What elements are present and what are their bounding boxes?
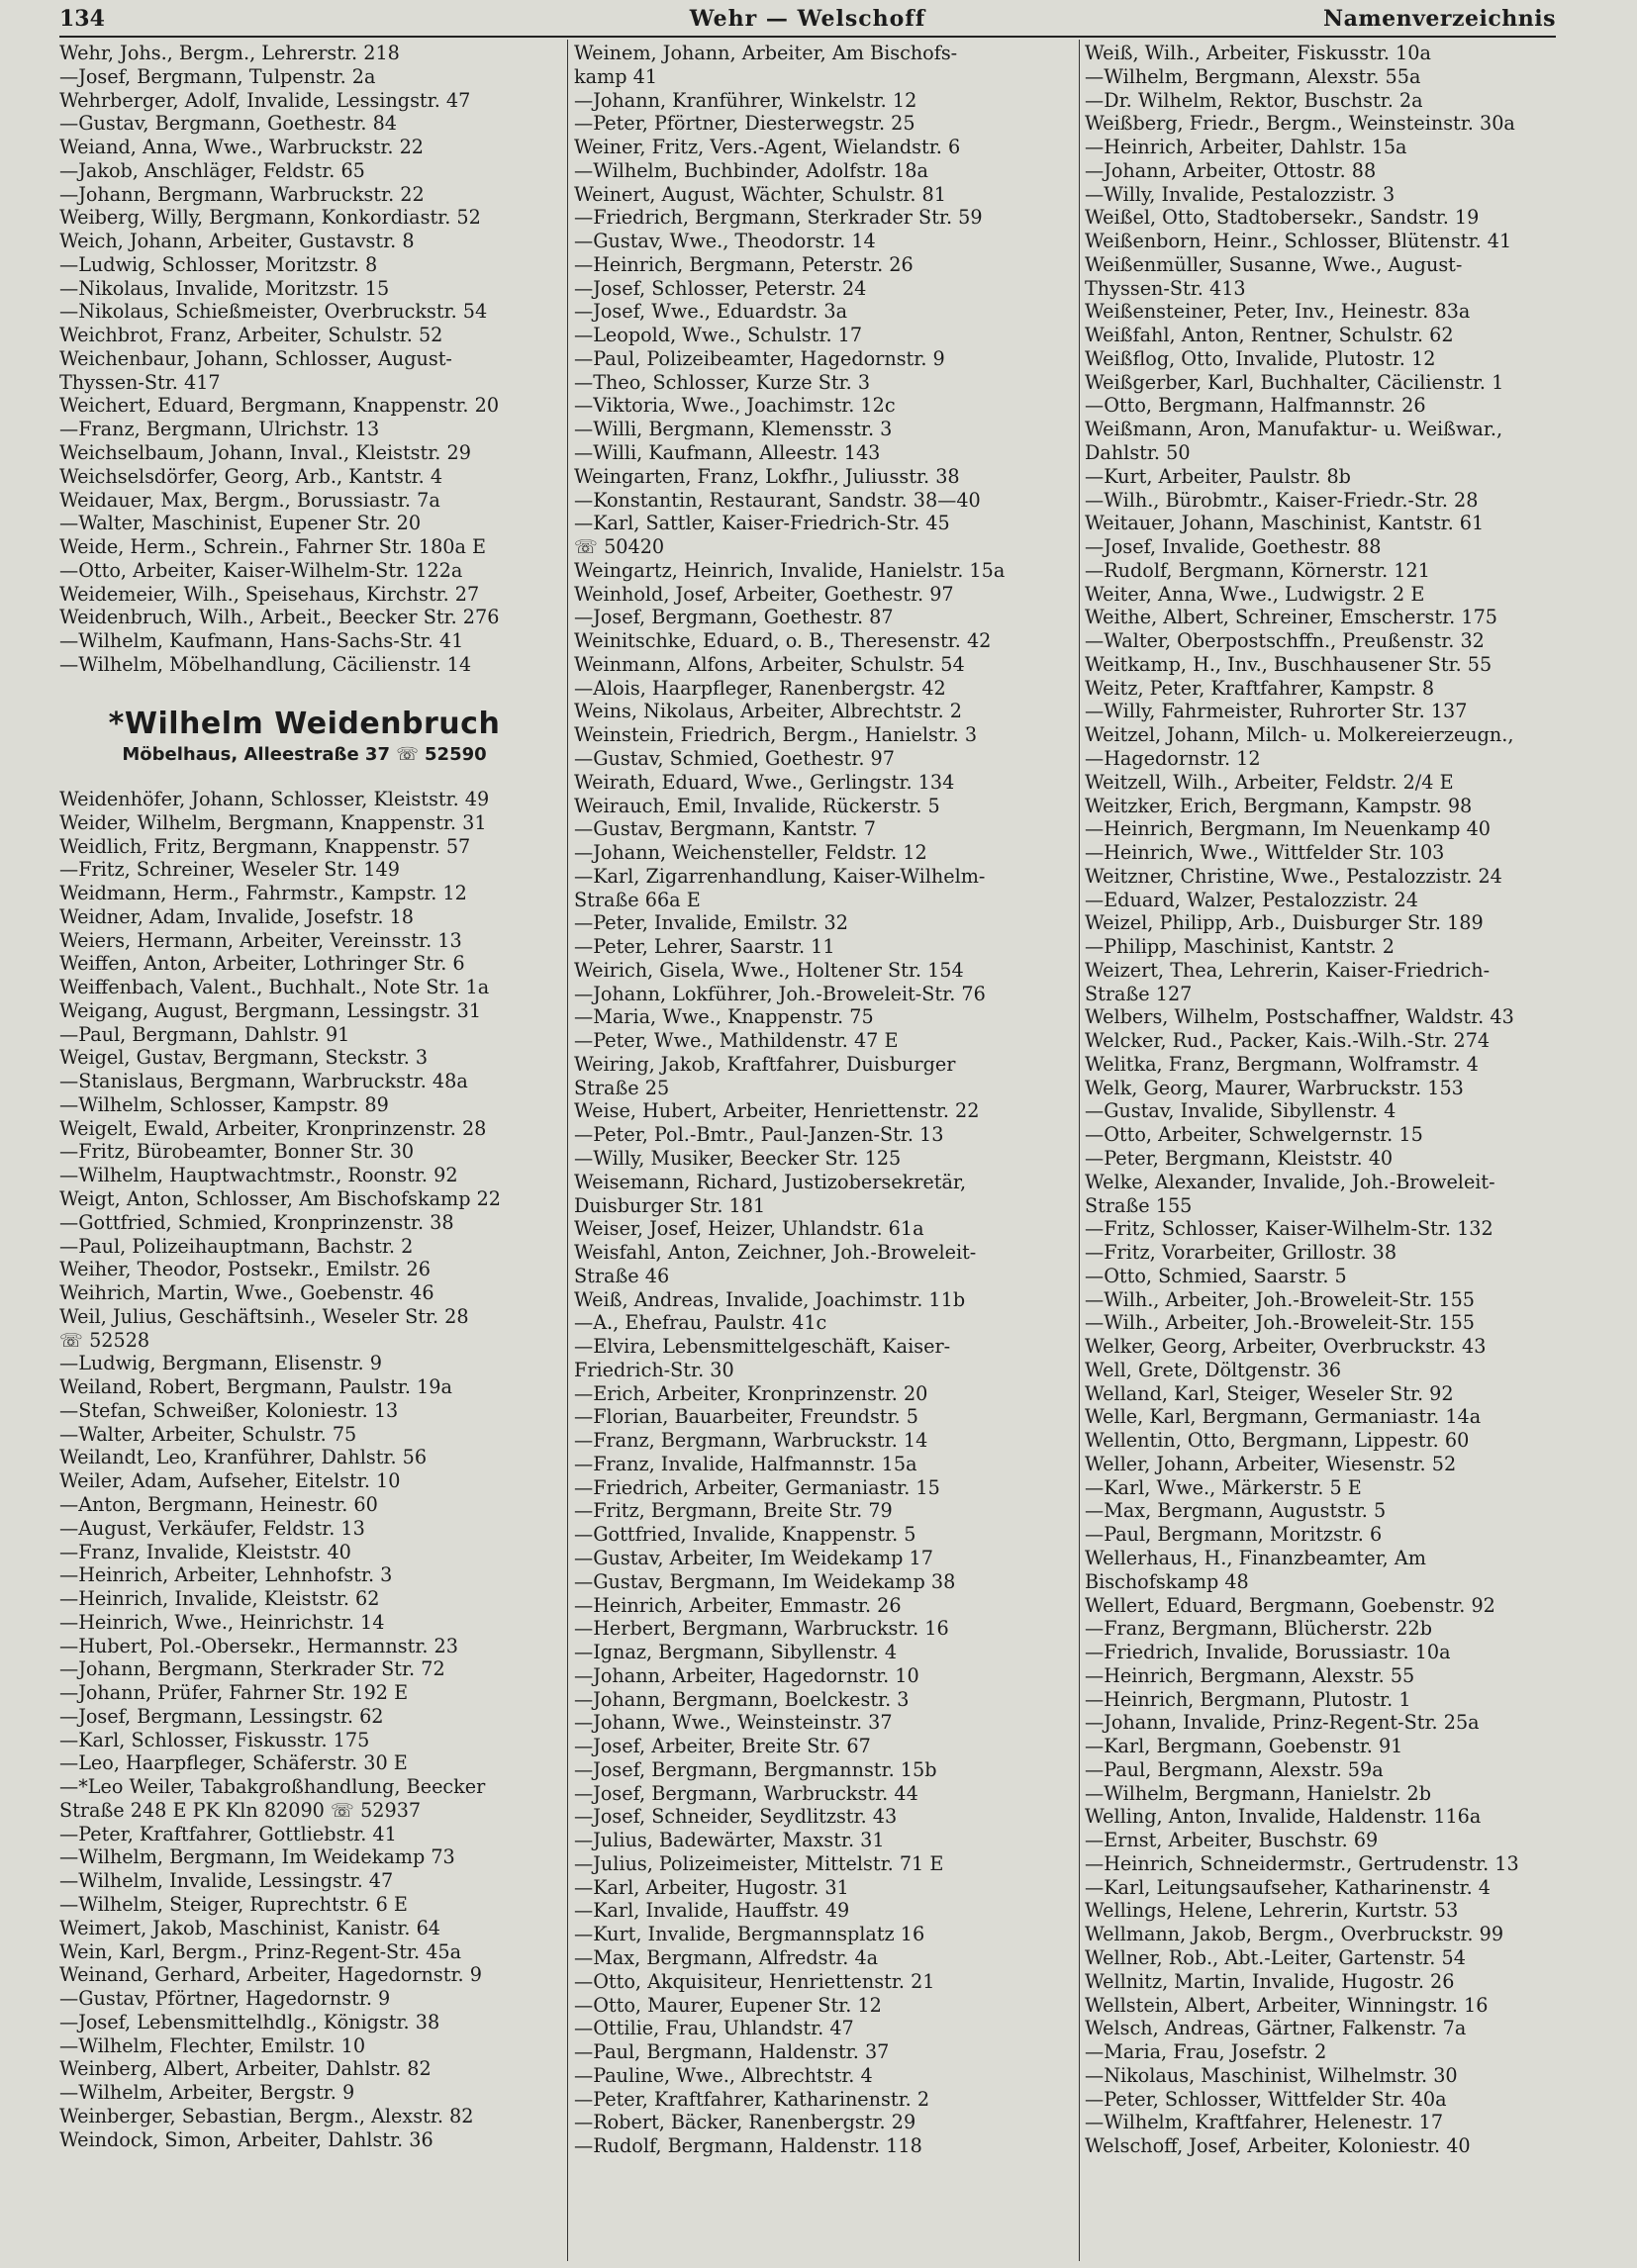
directory-entry: —Florian, Bauarbeiter, Freundstr. 5 bbox=[574, 1405, 918, 1429]
directory-entry: —Johann, Arbeiter, Hagedornstr. 10 bbox=[574, 1663, 919, 1687]
directory-entry: Weisfahl, Anton, Zeichner, Joh.-Broweleit- bbox=[574, 1241, 977, 1265]
directory-entry: —Wilhelm, Flechter, Emilstr. 10 bbox=[59, 2033, 366, 2057]
column-middle bbox=[574, 42, 1064, 2158]
directory-entry: —Paul, Bergmann, Moritzstr. 6 bbox=[1085, 1523, 1383, 1547]
directory-entry: —Karl, Wwe., Märkerstr. 5 E bbox=[1085, 1475, 1362, 1499]
directory-entry: —Nikolaus, Maschinist, Wilhelmstr. 30 bbox=[1085, 2063, 1458, 2087]
directory-entry: —Max, Bergmann, Alfredstr. 4a bbox=[574, 1946, 879, 1970]
directory-entry: Wellstein, Albert, Arbeiter, Winningstr. 16 bbox=[1085, 1993, 1489, 2017]
directory-entry: —Willy, Musiker, Beecker Str. 125 bbox=[574, 1146, 902, 1170]
directory-entry: —Walter, Maschinist, Eupener Str. 20 bbox=[59, 512, 422, 535]
directory-entry: Thyssen-Str. 413 bbox=[1085, 276, 1246, 300]
directory-entry: —Franz, Bergmann, Ulrichstr. 13 bbox=[59, 418, 380, 441]
directory-entry: —Anton, Bergmann, Heinestr. 60 bbox=[59, 1492, 378, 1516]
directory-entry: —Paul, Bergmann, Haldenstr. 37 bbox=[574, 2040, 890, 2064]
directory-entry: —Paul, Polizeihauptmann, Bachstr. 2 bbox=[59, 1234, 414, 1258]
directory-entry: Welcker, Rud., Packer, Kais.-Wilh.-Str. 274 bbox=[1085, 1029, 1491, 1053]
directory-entry: Weiand, Anna, Wwe., Warbruckstr. 22 bbox=[59, 136, 425, 159]
directory-entry: Welk, Georg, Maurer, Warbruckstr. 153 bbox=[1085, 1076, 1464, 1099]
directory-entry: Weiffen, Anton, Arbeiter, Lothringer Str. 6 bbox=[59, 952, 465, 976]
directory-entry: Weiß, Wilh., Arbeiter, Fiskusstr. 10a bbox=[1085, 42, 1431, 64]
directory-entry: Wellnitz, Martin, Invalide, Hugostr. 26 bbox=[1085, 1969, 1455, 1993]
advertisement-address: Möbelhaus, Alleestraße 37 ☏ 52590 bbox=[122, 744, 487, 765]
directory-entry: Weitkamp, H., Inv., Buschhausener Str. 55 bbox=[1085, 652, 1493, 676]
directory-entry: Weinhold, Josef, Arbeiter, Goethestr. 97 bbox=[574, 582, 954, 606]
directory-entry: —Johann, Bergmann, Boelckestr. 3 bbox=[574, 1687, 910, 1711]
directory-entry: —Gustav, Bergmann, Im Weidekamp 38 bbox=[574, 1569, 956, 1593]
directory-entry: —Peter, Lehrer, Saarstr. 11 bbox=[574, 935, 835, 959]
directory-entry: —Gustav, Pförtner, Hagedornstr. 9 bbox=[59, 1987, 391, 2011]
directory-entry: Welke, Alexander, Invalide, Joh.-Broweleit- bbox=[1085, 1170, 1495, 1193]
directory-entry: —Johann, Bergmann, Warbruckstr. 22 bbox=[59, 182, 425, 206]
directory-entry: Weirath, Eduard, Wwe., Gerlingstr. 134 bbox=[574, 770, 955, 794]
directory-entry: —Friedrich, Arbeiter, Germaniastr. 15 bbox=[574, 1475, 940, 1499]
directory-entry: —Peter, Bergmann, Kleiststr. 40 bbox=[1085, 1146, 1394, 1170]
directory-entry: —Theo, Schlosser, Kurze Str. 3 bbox=[574, 370, 871, 394]
directory-entry: —Johann, Invalide, Prinz-Regent-Str. 25a bbox=[1085, 1711, 1480, 1735]
directory-entry: Weinert, August, Wächter, Schulstr. 81 bbox=[574, 182, 946, 206]
directory-entry: —Kurt, Invalide, Bergmannsplatz 16 bbox=[574, 1923, 925, 1946]
directory-entry: —Josef, Bergmann, Lessingstr. 62 bbox=[59, 1704, 384, 1728]
directory-entry: —Otto, Bergmann, Halfmannstr. 26 bbox=[1085, 394, 1426, 418]
directory-entry: —Wilh., Arbeiter, Joh.-Broweleit-Str. 155 bbox=[1085, 1311, 1475, 1335]
directory-entry: Well, Grete, Döltgenstr. 36 bbox=[1085, 1358, 1342, 1381]
column-right bbox=[1085, 42, 1560, 2158]
directory-entry: —Ludwig, Bergmann, Elisenstr. 9 bbox=[59, 1352, 382, 1375]
directory-entry: —Johann, Kranführer, Winkelstr. 12 bbox=[574, 88, 917, 112]
directory-entry: —Johann, Weichensteller, Feldstr. 12 bbox=[574, 841, 927, 865]
directory-entry: Straße 248 E PK Kln 82090 ☏ 52937 bbox=[59, 1798, 422, 1822]
directory-entry: —Gustav, Schmied, Goethestr. 97 bbox=[574, 746, 895, 770]
directory-entry: —Paul, Polizeibeamter, Hagedornstr. 9 bbox=[574, 346, 945, 370]
directory-entry: —Heinrich, Arbeiter, Dahlstr. 15a bbox=[1085, 136, 1407, 159]
directory-entry: —Wilhelm, Bergmann, Hanielstr. 2b bbox=[1085, 1781, 1432, 1805]
directory-entry: —Gustav, Invalide, Sibyllenstr. 4 bbox=[1085, 1099, 1396, 1123]
directory-entry: —Viktoria, Wwe., Joachimstr. 12c bbox=[574, 394, 896, 418]
directory-entry: Weißflog, Otto, Invalide, Plutostr. 12 bbox=[1085, 346, 1436, 370]
directory-entry: —Hagedornstr. 12 bbox=[1085, 746, 1261, 770]
directory-entry: —Stanislaus, Bergmann, Warbruckstr. 48a bbox=[59, 1070, 468, 1093]
directory-entry: Thyssen-Str. 417 bbox=[59, 370, 221, 394]
directory-entry: Weißensteiner, Peter, Inv., Heinestr. 83a bbox=[1085, 300, 1471, 324]
directory-entry: —Willi, Bergmann, Klemensstr. 3 bbox=[574, 418, 893, 441]
directory-entry: —Konstantin, Restaurant, Sandstr. 38—40 bbox=[574, 488, 981, 512]
directory-entry: Weithe, Albert, Schreiner, Emscherstr. 175 bbox=[1085, 606, 1497, 629]
directory-entry: Welbers, Wilhelm, Postschaffner, Waldstr. 43 bbox=[1085, 1005, 1514, 1029]
directory-entry: Weißberg, Friedr., Bergm., Weinsteinstr. 30a bbox=[1085, 112, 1515, 136]
directory-entry: Weider, Wilhelm, Bergmann, Knappenstr. 31 bbox=[59, 810, 487, 834]
directory-entry: —Franz, Bergmann, Blücherstr. 22b bbox=[1085, 1617, 1432, 1641]
directory-entry: Wellings, Helene, Lehrerin, Kurtstr. 53 bbox=[1085, 1899, 1459, 1923]
directory-entry: —Wilhelm, Arbeiter, Bergstr. 9 bbox=[59, 2081, 355, 2105]
directory-entry: Weiring, Jakob, Kraftfahrer, Duisburger bbox=[574, 1052, 956, 1076]
directory-entry: Welsch, Andreas, Gärtner, Falkenstr. 7a bbox=[1085, 2017, 1467, 2040]
directory-entry: —Paul, Bergmann, Dahlstr. 91 bbox=[59, 1022, 350, 1046]
directory-entry: Weitzker, Erich, Bergmann, Kampstr. 98 bbox=[1085, 794, 1473, 817]
column-divider-right bbox=[1079, 40, 1080, 2261]
directory-entry: —Herbert, Bergmann, Warbruckstr. 16 bbox=[574, 1617, 949, 1641]
directory-entry: Weigelt, Ewald, Arbeiter, Kronprinzenstr. 28 bbox=[59, 1116, 487, 1140]
directory-entry: Weidauer, Max, Bergm., Borussiastr. 7a bbox=[59, 488, 440, 512]
directory-entry: Weinand, Gerhard, Arbeiter, Hagedornstr. 9 bbox=[59, 1963, 482, 1987]
directory-entry: Weiß, Andreas, Invalide, Joachimstr. 11b bbox=[574, 1287, 966, 1311]
directory-entry: —Heinrich, Arbeiter, Emmastr. 26 bbox=[574, 1593, 902, 1617]
directory-entry: Weinberg, Albert, Arbeiter, Dahlstr. 82 bbox=[59, 2057, 432, 2081]
directory-entry: Weinstein, Friedrich, Bergm., Hanielstr. 3 bbox=[574, 723, 978, 747]
directory-entry: —Ludwig, Schlosser, Moritzstr. 8 bbox=[59, 252, 378, 276]
directory-entry: —Peter, Wwe., Mathildenstr. 47 E bbox=[574, 1029, 899, 1053]
directory-entry: Straße 25 bbox=[574, 1076, 670, 1099]
directory-entry: Wellmann, Jakob, Bergm., Overbruckstr. 99 bbox=[1085, 1923, 1504, 1946]
directory-entry: —Kurt, Arbeiter, Paulstr. 8b bbox=[1085, 464, 1351, 488]
directory-entry: Weirich, Gisela, Wwe., Holtener Str. 154 bbox=[574, 958, 964, 982]
directory-entry: —Fritz, Bergmann, Breite Str. 79 bbox=[574, 1499, 893, 1523]
directory-entry: —Dr. Wilhelm, Rektor, Buschstr. 2a bbox=[1085, 88, 1423, 112]
directory-entry: —Peter, Pförtner, Diesterwegstr. 25 bbox=[574, 112, 915, 136]
directory-entry: —Gustav, Bergmann, Kantstr. 7 bbox=[574, 817, 876, 841]
directory-entry: Weidlich, Fritz, Bergmann, Knappenstr. 57 bbox=[59, 834, 471, 858]
directory-entry: —Rudolf, Bergmann, Körnerstr. 121 bbox=[1085, 558, 1430, 582]
directory-entry: Weidemeier, Wilh., Speisehaus, Kirchstr. 27 bbox=[59, 582, 480, 606]
directory-entry: —Gustav, Bergmann, Goethestr. 84 bbox=[59, 112, 397, 136]
directory-entry: —Nikolaus, Schießmeister, Overbruckstr. 54 bbox=[59, 300, 488, 324]
directory-entry: Weil, Julius, Geschäftsinh., Weseler Str. 28 bbox=[59, 1304, 469, 1328]
directory-entry: ☏ 50420 bbox=[574, 535, 665, 559]
directory-entry: —Willy, Fahrmeister, Ruhrorter Str. 137 bbox=[1085, 700, 1468, 723]
directory-entry: —Julius, Badewärter, Maxstr. 31 bbox=[574, 1829, 885, 1852]
directory-entry: —Stefan, Schweißer, Koloniestr. 13 bbox=[59, 1398, 399, 1422]
directory-entry: —Johann, Prüfer, Fahrner Str. 192 E bbox=[59, 1681, 409, 1705]
directory-entry: Straße 66a E bbox=[574, 888, 701, 911]
column-left-bottom bbox=[59, 788, 549, 2151]
directory-entry: Weinem, Johann, Arbeiter, Am Bischofs- bbox=[574, 42, 958, 64]
directory-entry: Weichselbaum, Johann, Inval., Kleiststr. 29 bbox=[59, 441, 471, 465]
directory-entry: Weißgerber, Karl, Buchhalter, Cäcilienstr. 1 bbox=[1085, 370, 1504, 394]
directory-entry: Weidmann, Herm., Fahrmstr., Kampstr. 12 bbox=[59, 882, 467, 905]
directory-entry: —Paul, Bergmann, Alexstr. 59a bbox=[1085, 1757, 1384, 1781]
directory-entry: Weißenmüller, Susanne, Wwe., August- bbox=[1085, 252, 1463, 276]
directory-entry: —Heinrich, Invalide, Kleiststr. 62 bbox=[59, 1587, 380, 1611]
directory-entry: —Wilhelm, Bergmann, Im Weidekamp 73 bbox=[59, 1845, 455, 1869]
directory-entry: Weiner, Fritz, Vers.-Agent, Wielandstr. 6 bbox=[574, 136, 961, 159]
directory-entry: Wellentin, Otto, Bergmann, Lippestr. 60 bbox=[1085, 1429, 1470, 1453]
directory-entry: Wehr, Johs., Bergm., Lehrerstr. 218 bbox=[59, 42, 400, 64]
directory-entry: —Ottilie, Frau, Uhlandstr. 47 bbox=[574, 2017, 854, 2040]
directory-entry: ☏ 52528 bbox=[59, 1328, 150, 1352]
directory-entry: Weisemann, Richard, Justizobersekretär, bbox=[574, 1170, 967, 1193]
directory-entry: —Leopold, Wwe., Schulstr. 17 bbox=[574, 324, 863, 347]
directory-entry: —Fritz, Schreiner, Weseler Str. 149 bbox=[59, 858, 400, 882]
directory-entry: —Max, Bergmann, Auguststr. 5 bbox=[1085, 1499, 1387, 1523]
directory-entry: —Franz, Invalide, Halfmannstr. 15a bbox=[574, 1452, 917, 1475]
directory-entry: Weise, Hubert, Arbeiter, Henriettenstr. 22 bbox=[574, 1099, 980, 1123]
directory-entry: —August, Verkäufer, Feldstr. 13 bbox=[59, 1516, 365, 1540]
directory-entry: Weitauer, Johann, Maschinist, Kantstr. 61 bbox=[1085, 512, 1485, 535]
directory-entry: —Josef, Bergmann, Goethestr. 87 bbox=[574, 606, 894, 629]
directory-entry: —Eduard, Walzer, Pestalozzistr. 24 bbox=[1085, 888, 1418, 911]
header-rule bbox=[59, 36, 1556, 38]
directory-entry: —Johann, Wwe., Weinsteinstr. 37 bbox=[574, 1711, 893, 1735]
directory-entry: —Philipp, Maschinist, Kantstr. 2 bbox=[1085, 935, 1395, 959]
directory-entry: Dahlstr. 50 bbox=[1085, 441, 1191, 465]
directory-entry: —Maria, Frau, Josefstr. 2 bbox=[1085, 2040, 1327, 2064]
directory-entry: Weiffenbach, Valent., Buchhalt., Note Str. 1a bbox=[59, 976, 490, 999]
directory-entry: Weigang, August, Bergmann, Lessingstr. 31 bbox=[59, 998, 482, 1022]
directory-entry: Weiers, Hermann, Arbeiter, Vereinsstr. 13 bbox=[59, 928, 462, 952]
directory-entry: —*Leo Weiler, Tabakgroßhandlung, Beecker bbox=[59, 1775, 486, 1799]
directory-entry: Friedrich-Str. 30 bbox=[574, 1358, 734, 1381]
directory-entry: Weichert, Eduard, Bergmann, Knappenstr. 20 bbox=[59, 394, 500, 418]
directory-entry: Weidner, Adam, Invalide, Josefstr. 18 bbox=[59, 904, 414, 928]
directory-entry: —Gustav, Arbeiter, Im Weidekamp 17 bbox=[574, 1547, 933, 1569]
directory-entry: —Johann, Bergmann, Sterkrader Str. 72 bbox=[59, 1657, 445, 1681]
directory-entry: Weilandt, Leo, Kranführer, Dahlstr. 56 bbox=[59, 1446, 428, 1469]
directory-entry: —Josef, Bergmann, Tulpenstr. 2a bbox=[59, 64, 376, 88]
directory-entry: Weiser, Josef, Heizer, Uhlandstr. 61a bbox=[574, 1217, 924, 1241]
directory-entry: —Walter, Oberpostschffn., Preußenstr. 32 bbox=[1085, 629, 1485, 653]
directory-entry: —Josef, Invalide, Goethestr. 88 bbox=[1085, 535, 1382, 559]
directory-entry: —Pauline, Wwe., Albrechtstr. 4 bbox=[574, 2063, 873, 2087]
directory-entry: —Wilhelm, Hauptwachtmstr., Roonstr. 92 bbox=[59, 1164, 458, 1187]
directory-entry: —Heinrich, Bergmann, Plutostr. 1 bbox=[1085, 1687, 1411, 1711]
directory-entry: Weihrich, Martin, Wwe., Goebenstr. 46 bbox=[59, 1281, 434, 1305]
directory-entry: Wellner, Rob., Abt.-Leiter, Gartenstr. 54 bbox=[1085, 1946, 1466, 1970]
directory-entry: —Peter, Invalide, Emilstr. 32 bbox=[574, 911, 848, 935]
directory-entry: —Karl, Sattler, Kaiser-Friedrich-Str. 45 bbox=[574, 512, 950, 535]
directory-entry: Weindock, Simon, Arbeiter, Dahlstr. 36 bbox=[59, 2127, 433, 2151]
page-number: 134 bbox=[59, 6, 105, 32]
directory-entry: Weichselsdörfer, Georg, Arb., Kantstr. 4 bbox=[59, 464, 443, 488]
directory-entry: —Otto, Arbeiter, Schwelgernstr. 15 bbox=[1085, 1123, 1423, 1147]
directory-entry: —Ignaz, Bergmann, Sibyllenstr. 4 bbox=[574, 1641, 898, 1664]
directory-entry: Weiher, Theodor, Postsekr., Emilstr. 26 bbox=[59, 1258, 431, 1281]
page-header bbox=[59, 4, 1556, 34]
directory-entry: Weichbrot, Franz, Arbeiter, Schulstr. 52 bbox=[59, 324, 443, 347]
directory-entry: Weizert, Thea, Lehrerin, Kaiser-Friedrich- bbox=[1085, 958, 1491, 982]
directory-entry: Weigel, Gustav, Bergmann, Steckstr. 3 bbox=[59, 1046, 429, 1070]
directory-entry: —Elvira, Lebensmittelgeschäft, Kaiser- bbox=[574, 1335, 951, 1359]
directory-entry: —Peter, Kraftfahrer, Katharinenstr. 2 bbox=[574, 2087, 930, 2111]
directory-entry: —Josef, Schneider, Seydlitzstr. 43 bbox=[574, 1805, 898, 1829]
directory-entry: —Otto, Schmied, Saarstr. 5 bbox=[1085, 1264, 1347, 1287]
directory-entry: —Fritz, Vorarbeiter, Grillostr. 38 bbox=[1085, 1241, 1397, 1265]
directory-entry: —Gottfried, Invalide, Knappenstr. 5 bbox=[574, 1523, 916, 1547]
directory-entry: —Nikolaus, Invalide, Moritzstr. 15 bbox=[59, 276, 390, 300]
directory-entry: Weimert, Jakob, Maschinist, Kanistr. 64 bbox=[59, 1916, 440, 1939]
directory-entry: Weitzell, Wilh., Arbeiter, Feldstr. 2/4 E bbox=[1085, 770, 1454, 794]
directory-entry: Weich, Johann, Arbeiter, Gustavstr. 8 bbox=[59, 230, 415, 253]
advertisement-name: *Wilhelm Weidenbruch bbox=[108, 707, 501, 741]
directory-entry: —Heinrich, Bergmann, Peterstr. 26 bbox=[574, 252, 914, 276]
directory-entry: Weidenhöfer, Johann, Schlosser, Kleiststr. 49 bbox=[59, 788, 490, 810]
directory-entry: Duisburger Str. 181 bbox=[574, 1193, 766, 1217]
directory-entry: —Wilhelm, Buchbinder, Adolfstr. 18a bbox=[574, 158, 928, 182]
directory-entry: Weigt, Anton, Schlosser, Am Bischofskamp 22 bbox=[59, 1187, 502, 1211]
directory-entry: —Robert, Bäcker, Ranenbergstr. 29 bbox=[574, 2111, 916, 2134]
directory-entry: —Maria, Wwe., Knappenstr. 75 bbox=[574, 1005, 874, 1029]
directory-entry: Weitzel, Johann, Milch- u. Molkereierzeugn., bbox=[1085, 723, 1514, 747]
directory-entry: —Wilhelm, Kaufmann, Hans-Sachs-Str. 41 bbox=[59, 629, 464, 653]
directory-entry: —Peter, Kraftfahrer, Gottliebstr. 41 bbox=[59, 1822, 397, 1845]
directory-entry: Weinitschke, Eduard, o. B., Theresenstr. 42 bbox=[574, 629, 992, 653]
directory-entry: Weichenbaur, Johann, Schlosser, August- bbox=[59, 346, 452, 370]
directory-entry: —Fritz, Bürobeamter, Bonner Str. 30 bbox=[59, 1140, 415, 1164]
directory-entry: —Willy, Invalide, Pestalozzistr. 3 bbox=[1085, 182, 1396, 206]
directory-entry: Weller, Johann, Arbeiter, Wiesenstr. 52 bbox=[1085, 1452, 1457, 1475]
directory-entry: Weißfahl, Anton, Rentner, Schulstr. 62 bbox=[1085, 324, 1454, 347]
directory-entry: —Heinrich, Schneidermstr., Gertrudenstr. 13 bbox=[1085, 1851, 1519, 1875]
directory-entry: Welker, Georg, Arbeiter, Overbruckstr. 43 bbox=[1085, 1335, 1487, 1359]
directory-entry: —Peter, Schlosser, Wittfelder Str. 40a bbox=[1085, 2087, 1447, 2111]
directory-entry: Wellert, Eduard, Bergmann, Goebenstr. 92 bbox=[1085, 1593, 1495, 1617]
directory-entry: —Heinrich, Wwe., Heinrichstr. 14 bbox=[59, 1610, 385, 1634]
directory-entry: Welschoff, Josef, Arbeiter, Koloniestr. 40 bbox=[1085, 2134, 1471, 2158]
directory-entry: Weiter, Anna, Wwe., Ludwigstr. 2 E bbox=[1085, 582, 1425, 606]
directory-entry: —Wilhelm, Bergmann, Alexstr. 55a bbox=[1085, 64, 1421, 88]
directory-entry: Bischofskamp 48 bbox=[1085, 1569, 1249, 1593]
directory-entry: Straße 127 bbox=[1085, 982, 1193, 1005]
directory-entry: Weinmann, Alfons, Arbeiter, Schulstr. 54 bbox=[574, 652, 965, 676]
directory-entry: —Walter, Arbeiter, Schulstr. 75 bbox=[59, 1422, 357, 1446]
directory-entry: Weiberg, Willy, Bergmann, Konkordiastr. 52 bbox=[59, 206, 481, 230]
directory-entry: —Wilhelm, Kraftfahrer, Helenestr. 17 bbox=[1085, 2111, 1444, 2134]
directory-entry: —Wilhelm, Schlosser, Kampstr. 89 bbox=[59, 1092, 389, 1116]
directory-entry: —Rudolf, Bergmann, Haldenstr. 118 bbox=[574, 2134, 922, 2158]
directory-entry: —Julius, Polizeimeister, Mittelstr. 71 E bbox=[574, 1851, 944, 1875]
directory-entry: —Heinrich, Wwe., Wittfelder Str. 103 bbox=[1085, 841, 1445, 865]
directory-entry: —Karl, Arbeiter, Hugostr. 31 bbox=[574, 1875, 849, 1899]
directory-entry: —Franz, Invalide, Kleiststr. 40 bbox=[59, 1540, 351, 1563]
directory-entry: —Friedrich, Invalide, Borussiastr. 10a bbox=[1085, 1641, 1451, 1664]
directory-entry: —Gottfried, Schmied, Kronprinzenstr. 38 bbox=[59, 1210, 454, 1234]
directory-entry: —Karl, Invalide, Hauffstr. 49 bbox=[574, 1899, 850, 1923]
advertisement-box bbox=[59, 706, 549, 785]
directory-entry: —Johann, Lokführer, Joh.-Broweleit-Str. 76 bbox=[574, 982, 986, 1005]
directory-entry: —Franz, Bergmann, Warbruckstr. 14 bbox=[574, 1429, 928, 1453]
directory-entry: Weinberger, Sebastian, Bergm., Alexstr. 82 bbox=[59, 2104, 474, 2127]
directory-entry: Wehrberger, Adolf, Invalide, Lessingstr. 47 bbox=[59, 88, 471, 112]
directory-entry: —Josef, Bergmann, Bergmannstr. 15b bbox=[574, 1757, 937, 1781]
directory-entry: Straße 155 bbox=[1085, 1193, 1193, 1217]
directory-entry: —Gustav, Wwe., Theodorstr. 14 bbox=[574, 230, 876, 253]
directory-entry: —Karl, Zigarrenhandlung, Kaiser-Wilhelm- bbox=[574, 864, 986, 888]
directory-entry: Weißmann, Aron, Manufaktur- u. Weißwar., bbox=[1085, 418, 1503, 441]
directory-entry: Weizel, Philipp, Arb., Duisburger Str. 189 bbox=[1085, 911, 1484, 935]
directory-entry: —Karl, Leitungsaufseher, Katharinenstr. 4 bbox=[1085, 1875, 1492, 1899]
directory-entry: —Otto, Maurer, Eupener Str. 12 bbox=[574, 1993, 882, 2017]
directory-entry: Weiler, Adam, Aufseher, Eitelstr. 10 bbox=[59, 1469, 401, 1493]
directory-entry: Weirauch, Emil, Invalide, Rückerstr. 5 bbox=[574, 794, 940, 817]
directory-entry: Weingarten, Franz, Lokfhr., Juliusstr. 38 bbox=[574, 464, 960, 488]
column-divider-left bbox=[567, 40, 568, 2261]
directory-entry: —Peter, Pol.-Bmtr., Paul-Janzen-Str. 13 bbox=[574, 1123, 944, 1147]
directory-entry: —Willi, Kaufmann, Alleestr. 143 bbox=[574, 441, 881, 465]
directory-entry: Weißenborn, Heinr., Schlosser, Blütenstr. 41 bbox=[1085, 230, 1512, 253]
directory-entry: —Fritz, Schlosser, Kaiser-Wilhelm-Str. 132 bbox=[1085, 1217, 1493, 1241]
directory-entry: Welling, Anton, Invalide, Haldenstr. 116a bbox=[1085, 1805, 1482, 1829]
directory-entry: —Leo, Haarpfleger, Schäferstr. 30 E bbox=[59, 1751, 408, 1775]
directory-entry: —Wilh., Arbeiter, Joh.-Broweleit-Str. 155 bbox=[1085, 1287, 1475, 1311]
directory-entry: Welle, Karl, Bergmann, Germaniastr. 14a bbox=[1085, 1405, 1482, 1429]
directory-entry: Weitzner, Christine, Wwe., Pestalozzistr. 24 bbox=[1085, 864, 1502, 888]
directory-entry: —Heinrich, Bergmann, Im Neuenkamp 40 bbox=[1085, 817, 1491, 841]
directory-entry: —Karl, Schlosser, Fiskusstr. 175 bbox=[59, 1728, 370, 1751]
directory-entry: Weiland, Robert, Bergmann, Paulstr. 19a bbox=[59, 1375, 452, 1399]
directory-entry: —Otto, Arbeiter, Kaiser-Wilhelm-Str. 122a bbox=[59, 558, 463, 582]
directory-entry: kamp 41 bbox=[574, 64, 658, 88]
directory-entry: Wein, Karl, Bergm., Prinz-Regent-Str. 45a bbox=[59, 1939, 462, 1963]
directory-entry: —Otto, Akquisiteur, Henriettenstr. 21 bbox=[574, 1969, 935, 1993]
directory-entry: Weins, Nikolaus, Arbeiter, Albrechtstr. 2 bbox=[574, 700, 962, 723]
directory-entry: Straße 46 bbox=[574, 1264, 670, 1287]
section-title: Namenverzeichnis bbox=[1323, 6, 1556, 32]
directory-entry: Welitka, Franz, Bergmann, Wolframstr. 4 bbox=[1085, 1052, 1479, 1076]
directory-entry: —Josef, Lebensmittelhdlg., Königstr. 38 bbox=[59, 2010, 440, 2033]
directory-entry: —Josef, Arbeiter, Breite Str. 67 bbox=[574, 1735, 871, 1758]
directory-entry: Weißel, Otto, Stadtobersekr., Sandstr. 19 bbox=[1085, 206, 1480, 230]
directory-entry: —Erich, Arbeiter, Kronprinzenstr. 20 bbox=[574, 1381, 928, 1405]
directory-entry: Weingartz, Heinrich, Invalide, Hanielstr. 15a bbox=[574, 558, 1006, 582]
directory-entry: —Wilhelm, Steiger, Ruprechtstr. 6 E bbox=[59, 1892, 408, 1916]
directory-entry: —Friedrich, Bergmann, Sterkrader Str. 59 bbox=[574, 206, 983, 230]
directory-entry: —Hubert, Pol.-Obersekr., Hermannstr. 23 bbox=[59, 1634, 458, 1657]
directory-entry: —Wilh., Bürobmtr., Kaiser-Friedr.-Str. 28 bbox=[1085, 488, 1479, 512]
directory-entry: —Heinrich, Arbeiter, Lehnhofstr. 3 bbox=[59, 1563, 393, 1587]
directory-entry: Weitz, Peter, Kraftfahrer, Kampstr. 8 bbox=[1085, 676, 1435, 700]
directory-entry: —Ernst, Arbeiter, Buschstr. 69 bbox=[1085, 1829, 1379, 1852]
running-title: Wehr — Welschoff bbox=[689, 6, 926, 32]
directory-entry: —Jakob, Anschläger, Feldstr. 65 bbox=[59, 158, 365, 182]
directory-entry: —Heinrich, Bergmann, Alexstr. 55 bbox=[1085, 1663, 1415, 1687]
directory-entry: —Karl, Bergmann, Goebenstr. 91 bbox=[1085, 1735, 1403, 1758]
directory-entry: —Wilhelm, Möbelhandlung, Cäcilienstr. 14 bbox=[59, 652, 472, 676]
directory-entry: —Johann, Arbeiter, Ottostr. 88 bbox=[1085, 158, 1377, 182]
directory-entry: —Josef, Schlosser, Peterstr. 24 bbox=[574, 276, 867, 300]
directory-entry: Weide, Herm., Schrein., Fahrner Str. 180a E bbox=[59, 535, 487, 559]
directory-entry: Wellerhaus, H., Finanzbeamter, Am bbox=[1085, 1547, 1426, 1569]
directory-entry: —Josef, Wwe., Eduardstr. 3a bbox=[574, 300, 848, 324]
column-left-top bbox=[59, 42, 549, 677]
directory-entry: —Alois, Haarpfleger, Ranenbergstr. 42 bbox=[574, 676, 946, 700]
directory-entry: —Josef, Bergmann, Warbruckstr. 44 bbox=[574, 1781, 918, 1805]
directory-entry: —A., Ehefrau, Paulstr. 41c bbox=[574, 1311, 827, 1335]
directory-entry: Welland, Karl, Steiger, Weseler Str. 92 bbox=[1085, 1381, 1454, 1405]
directory-entry: —Wilhelm, Invalide, Lessingstr. 47 bbox=[59, 1869, 394, 1893]
directory-entry: Weidenbruch, Wilh., Arbeit., Beecker Str. 276 bbox=[59, 606, 500, 629]
